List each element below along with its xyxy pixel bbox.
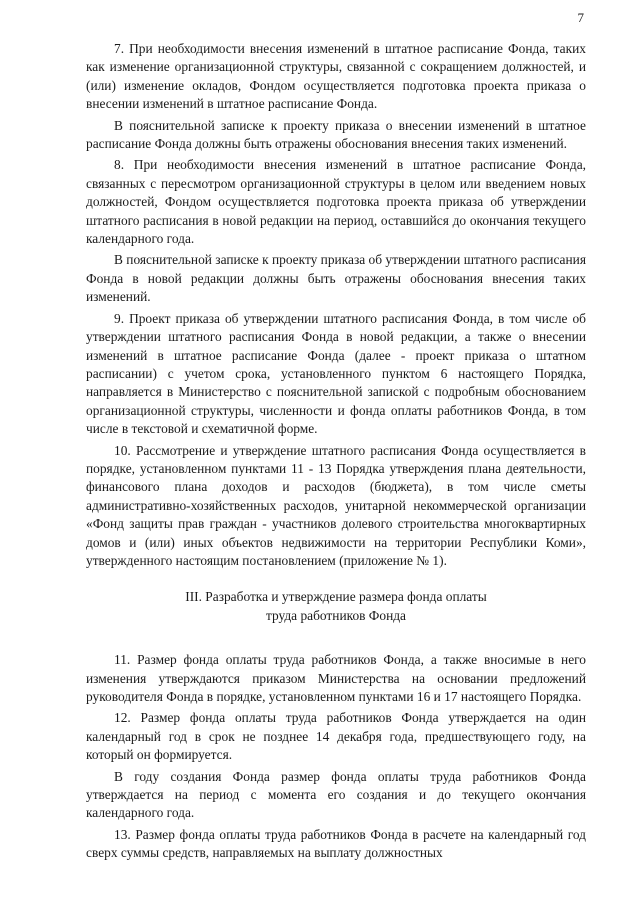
paragraph-7-note: В пояснительной записке к проекту приказа о внесении изменений в штатное расписание Фонда должны быть отражены обоснования внесения таких изменений. — [86, 117, 586, 152]
paragraph-12: 12. Размер фонда оплаты труда работников Фонда утверждается на один календарный год в срок не позднее 14 декабря года, предшествующего году, на который он формируется. — [86, 710, 586, 763]
section-heading-line-2: труда работников Фонда — [265, 607, 407, 623]
paragraph-12-note: В году создания Фонда размер фонда оплаты труда работников Фонда утверждается на период с момента его создания и до текущего окончания календарного года. — [86, 768, 586, 821]
paragraph-7: 7. При необходимости внесения изменений в штатное расписание Фонда, таких как изменение организационной структуры, связанной с сокращением должностей, и (или) изменение окладов, Фондом осуществляется подготовка проекта приказа о внесении изменений в штатное расписание Фонда. — [86, 41, 586, 112]
paragraph-8: 8. При необходимости внесения изменений в штатное расписание Фонда, связанных с пересмотром организационной структуры в целом или введением новых должностей, Фондом осуществляется подготовка проекта приказа об утверждении штатного расписания в новой редакции на период, оставшийся до окончания текущего календарного года. — [86, 157, 586, 247]
section-heading-line-1: III. Разработка и утверждение размера фонда оплаты — [185, 589, 487, 605]
paragraph-9: 9. Проект приказа об утверждении штатного расписания Фонда, в том числе об утверждении штатного расписания Фонда в новой редакции, а также о внесении изменений в штатное расписание Фонда (далее - проект приказа о штатном расписании) с учетом срока, установленного пунктом 6 настоящего Порядка, направляется в Министерство с пояснительной запиской с подробным обоснованием организационной структуры, численности и фонда оплаты работников Фонда, в том числе в текстовой и схематичной форме. — [86, 310, 586, 437]
page-number: 7 — [577, 10, 584, 25]
paragraph-10: 10. Рассмотрение и утверждение штатного расписания Фонда осуществляется в порядке, установленном пунктами 11 - 13 Порядка утверждения плана деятельности, финансового плана доходов и расходов (бюджета), в том числе сметы административно-хозяйственных расходов, унитарной некоммерческой организации «Фонд защиты прав граждан - участников долевого строительства многоквартирных домов и (или) иных объектов недвижимости на территории Республики Коми», утвержденного настоящим постановлением (приложение № 1). — [86, 442, 586, 568]
paragraph-8-note: В пояснительной записке к проекту приказа об утверждении штатного расписания Фонда в новой редакции должны быть отражены обоснования внесения таких изменений. — [86, 252, 586, 305]
section-heading — [86, 588, 586, 625]
paragraph-13: 13. Размер фонда оплаты труда работников Фонда в расчете на календарный год сверх суммы средств, направляемых на выплату должностных — [86, 826, 586, 861]
paragraph-11: 11. Размер фонда оплаты труда работников Фонда, а также вносимые в него изменения утверждаются приказом Министерства на основании предложений руководителя Фонда в порядке, установленном пунктами 16 и 17 настоящего Порядка. — [86, 652, 586, 704]
document-body — [86, 40, 586, 866]
